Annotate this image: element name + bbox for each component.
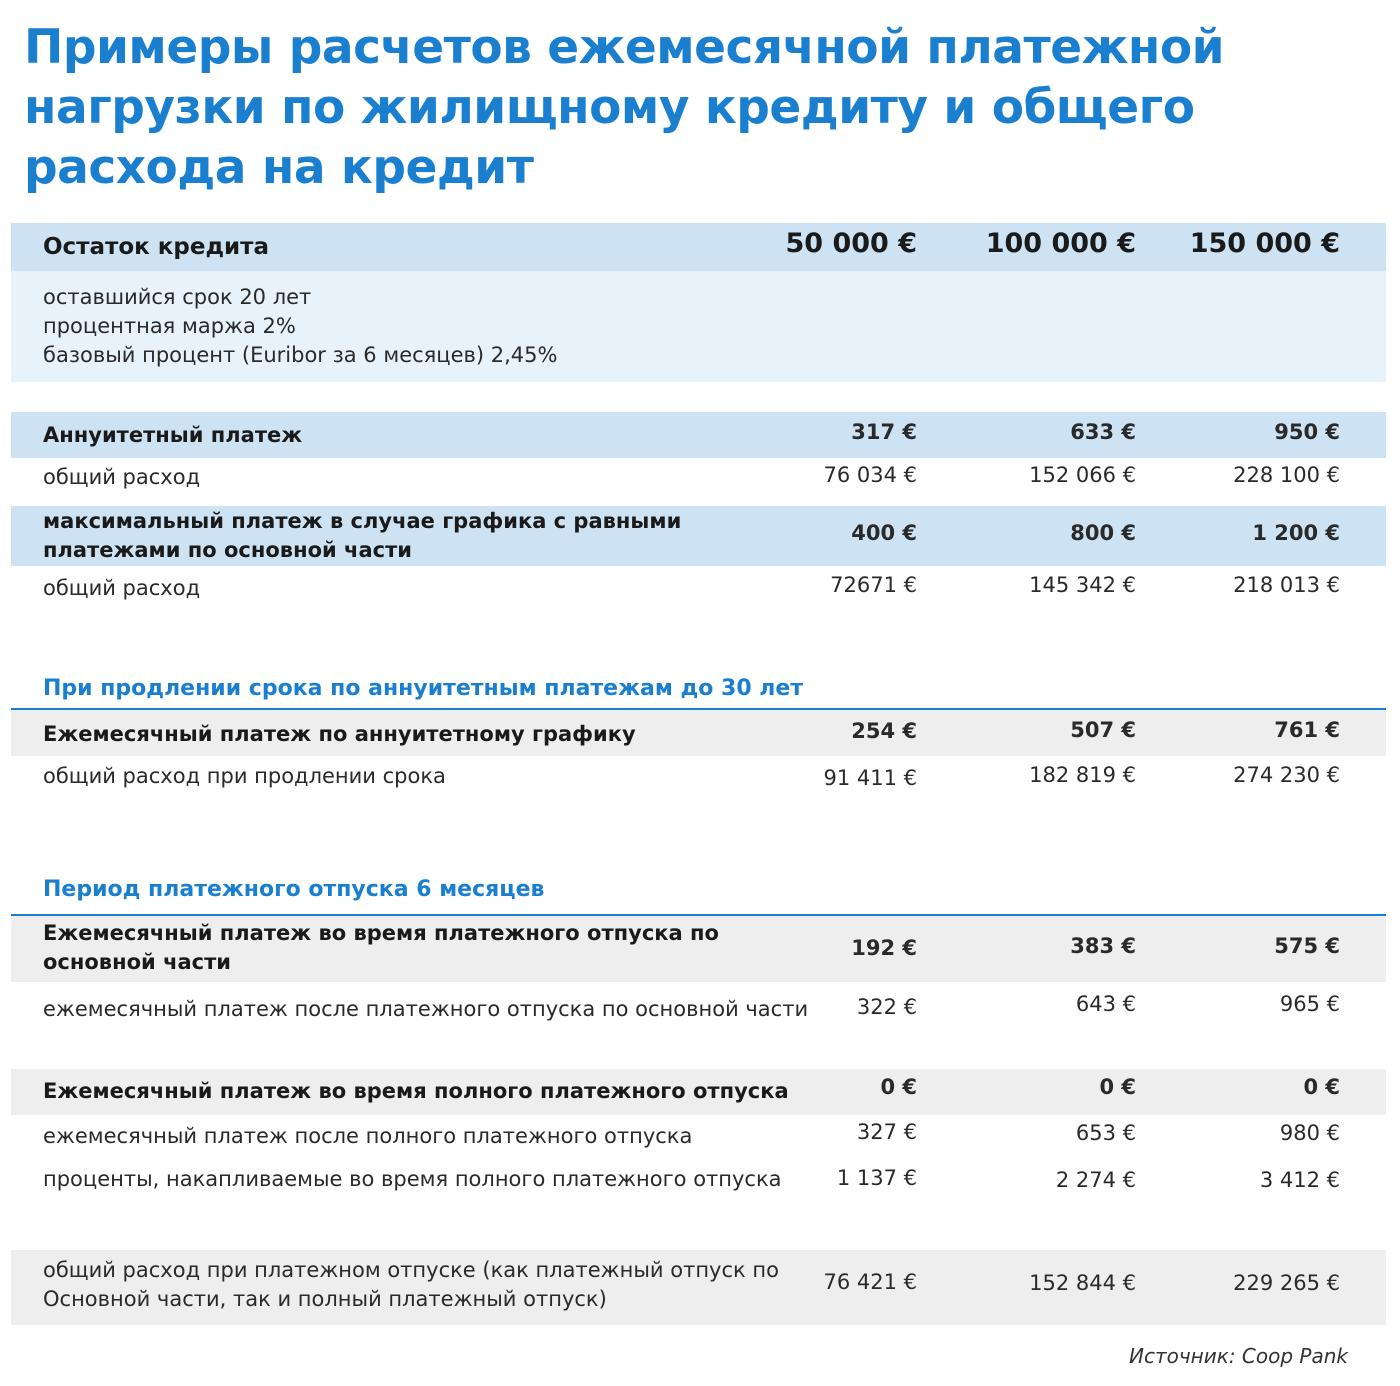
holiday-full-value-1: 0 € bbox=[880, 1075, 917, 1099]
holiday-interest-label: проценты, накапливаемые во время полного платежного отпуска bbox=[43, 1167, 782, 1191]
holiday-full-value-2: 0 € bbox=[1099, 1075, 1136, 1099]
holiday-interest-1: 1 137 € bbox=[836, 1166, 917, 1190]
holiday-interest-2: 2 274 € bbox=[1055, 1168, 1136, 1192]
holiday-principal-label-line1: Ежемесячный платеж во время платежного отпуска по bbox=[43, 921, 719, 945]
equal-principal-total-2: 145 342 € bbox=[1029, 573, 1136, 597]
extension-value-1: 254 € bbox=[851, 719, 917, 743]
extension-total-3: 274 230 € bbox=[1233, 763, 1340, 787]
holiday-interest-3: 3 412 € bbox=[1259, 1168, 1340, 1192]
extension-value-3: 761 € bbox=[1274, 718, 1340, 742]
equal-principal-total-label: общий расход bbox=[43, 576, 201, 600]
source-note: Источник: Coop Pank bbox=[1129, 1344, 1348, 1368]
holiday-principal-label-line2: основной части bbox=[43, 950, 231, 974]
condition-margin: процентная маржа 2% bbox=[43, 314, 296, 338]
annuity-value-3: 950 € bbox=[1274, 420, 1340, 444]
annuity-total-label: общий расход bbox=[43, 465, 201, 489]
annuity-value-2: 633 € bbox=[1070, 420, 1136, 444]
holiday-after-full-3: 980 € bbox=[1279, 1121, 1340, 1145]
header-amount-2: 100 000 € bbox=[985, 228, 1136, 259]
equal-principal-value-1: 400 € bbox=[851, 521, 917, 545]
annuity-total-3: 228 100 € bbox=[1233, 463, 1340, 487]
holiday-after-full-2: 653 € bbox=[1075, 1121, 1136, 1145]
equal-principal-value-2: 800 € bbox=[1070, 521, 1136, 545]
condition-term: оставшийся срок 20 лет bbox=[43, 285, 312, 309]
annuity-total-2: 152 066 € bbox=[1029, 463, 1136, 487]
page-title: Примеры расчетов ежемесячной платежной нагрузки по жилищному кредиту и общего расхода на кредит bbox=[24, 20, 1225, 195]
holiday-total-1: 76 421 € bbox=[823, 1270, 917, 1294]
extension-value-2: 507 € bbox=[1070, 718, 1136, 742]
holiday-full-value-3: 0 € bbox=[1303, 1075, 1340, 1099]
extension-total-2: 182 819 € bbox=[1029, 763, 1136, 787]
holiday-after-principal-3: 965 € bbox=[1279, 992, 1340, 1016]
header-amount-1: 50 000 € bbox=[785, 228, 917, 259]
holiday-total-label-line1: общий расход при платежном отпуске (как платежный отпуск по bbox=[43, 1258, 779, 1282]
equal-principal-total-3: 218 013 € bbox=[1233, 573, 1340, 597]
holiday-after-principal-label: ежемесячный платеж после платежного отпуска по основной части bbox=[43, 997, 809, 1021]
equal-principal-label-line2: платежами по основной части bbox=[43, 538, 412, 562]
condition-base-rate: базовый процент (Euribor за 6 месяцев) 2,45% bbox=[43, 343, 558, 367]
header-label: Остаток кредита bbox=[43, 234, 270, 260]
holiday-total-label-line2: Основной части, так и полный платежный отпуск) bbox=[43, 1287, 607, 1311]
holiday-principal-value-1: 192 € bbox=[851, 936, 917, 960]
equal-principal-total-1: 72671 € bbox=[830, 573, 917, 597]
header-amount-3: 150 000 € bbox=[1189, 228, 1340, 259]
holiday-principal-value-2: 383 € bbox=[1070, 934, 1136, 958]
extension-total-1: 91 411 € bbox=[823, 766, 917, 790]
holiday-full-label: Ежемесячный платеж во время полного платежного отпуска bbox=[43, 1079, 789, 1103]
extension-total-label: общий расход при продлении срока bbox=[43, 764, 446, 788]
equal-principal-value-3: 1 200 € bbox=[1252, 521, 1340, 545]
extension-label: Ежемесячный платеж по аннуитетному графику bbox=[43, 722, 636, 746]
holiday-after-principal-1: 322 € bbox=[856, 995, 917, 1019]
holiday-total-3: 229 265 € bbox=[1233, 1271, 1340, 1295]
holiday-after-principal-2: 643 € bbox=[1075, 992, 1136, 1016]
annuity-label: Аннуитетный платеж bbox=[43, 423, 303, 447]
extension-section-title: При продлении срока по аннуитетным платежам до 30 лет bbox=[43, 676, 804, 701]
holiday-after-full-1: 327 € bbox=[856, 1120, 917, 1144]
annuity-total-1: 76 034 € bbox=[823, 463, 917, 487]
holiday-section-title: Период платежного отпуска 6 месяцев bbox=[43, 877, 545, 902]
annuity-value-1: 317 € bbox=[851, 420, 917, 444]
holiday-after-full-label: ежемесячный платеж после полного платежного отпуска bbox=[43, 1124, 693, 1148]
equal-principal-label-line1: максимальный платеж в случае графика с равными bbox=[43, 509, 682, 533]
holiday-principal-value-3: 575 € bbox=[1274, 934, 1340, 958]
holiday-total-2: 152 844 € bbox=[1029, 1271, 1136, 1295]
